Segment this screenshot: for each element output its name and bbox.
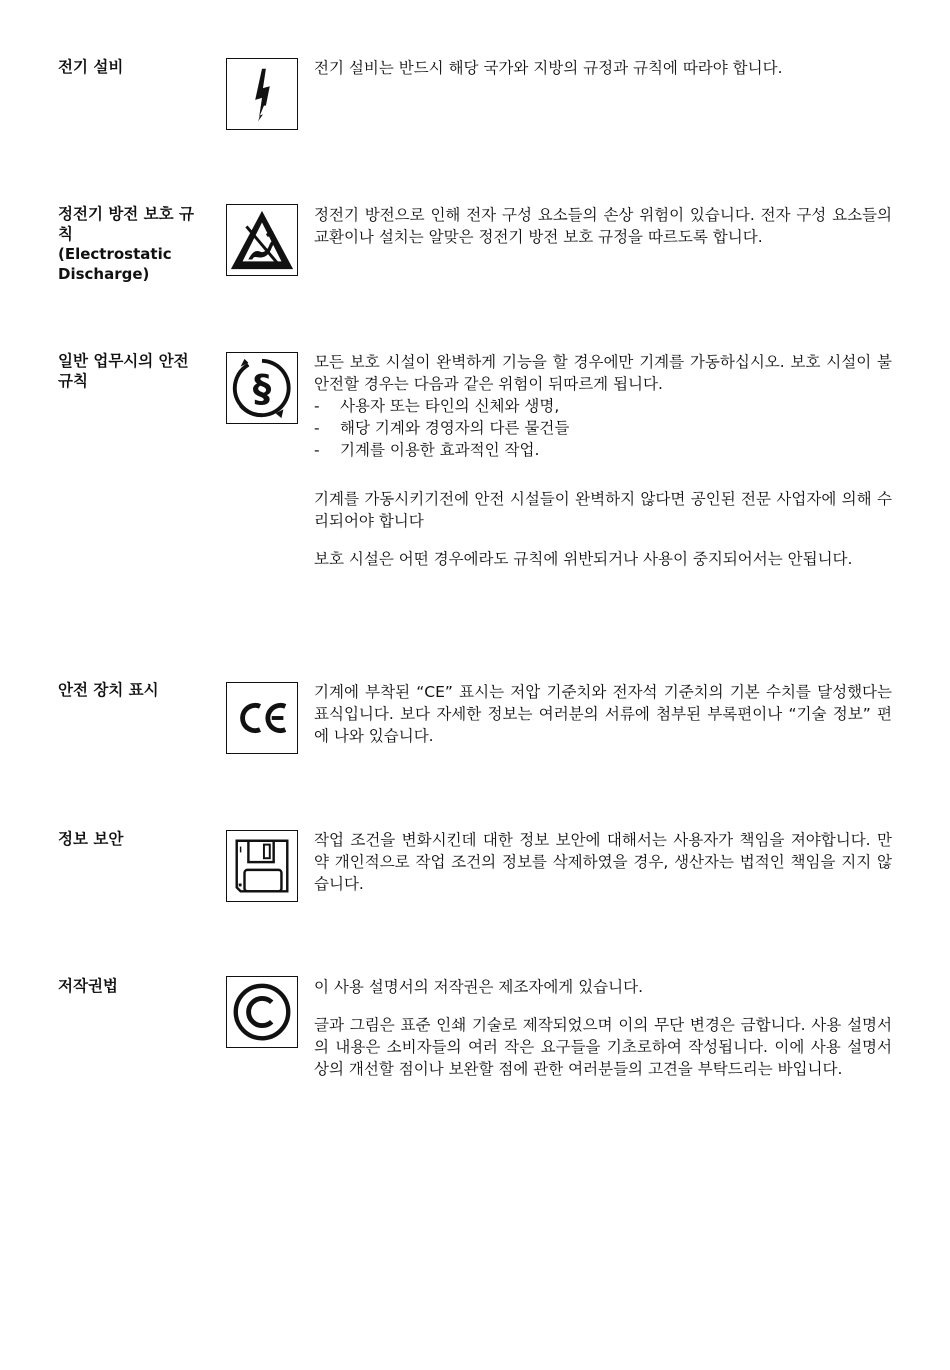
list-item — [314, 439, 892, 461]
body-paragraph: 글과 그림은 표준 인쇄 기술로 제작되었으며 이의 무단 변경은 금합니다. 사용 설명서의 내용은 소비자들의 여러 작은 요구들을 기초로하여 작성됩니다. 이에 사용 설명서 상의 개선할 점이나 보완할 점에 관한 여러분들의 고견을 부탁드리는 바입니다. — [314, 1016, 892, 1078]
section-heading-title: 정전기 방전 보호 규칙 — [58, 205, 194, 243]
body-paragraph: 기계를 가동시키기전에 안전 시설들이 완벽하지 않다면 공인된 전문 사업자에 의해 수리되어야 합니다 — [314, 490, 892, 530]
section-text — [314, 976, 892, 1080]
copyright-icon — [226, 976, 298, 1048]
body-paragraph: 작업 조건을 변화시킨데 대한 정보 보안에 대해서는 사용자가 책임을 져야합니다. 만약 개인적으로 작업 조건의 정보를 삭제하였을 경우, 생산자는 법적인 책임을 지지 않습니다. — [314, 831, 892, 893]
section-text — [314, 57, 892, 79]
list-item — [314, 395, 892, 417]
body-paragraph: 이 사용 설명서의 저작권은 제조자에게 있습니다. — [314, 978, 644, 996]
section-heading: 일반 업무시의 안전 규칙 — [58, 352, 189, 390]
section-heading: 저작권법 — [58, 977, 118, 995]
lightning-bolt-icon — [226, 58, 298, 130]
section-text — [314, 681, 892, 747]
body-paragraph: 기계에 부착된 “CE” 표시는 저압 기준치와 전자석 기준치의 기본 수치를 달성했다는 표식입니다. 보다 자세한 정보는 여러분의 서류에 첨부된 부록편이나 “기술 정보” 편에 나와 있습니다. — [314, 683, 892, 745]
section-text — [314, 204, 892, 248]
body-paragraph: 정전기 방전으로 인해 전자 구성 요소들의 손상 위험이 있습니다. 전자 구성 요소들의 교환이나 설치는 알맞은 정전기 방전 보호 규정을 따르도록 합니다. — [314, 206, 892, 246]
floppy-disk-icon — [226, 830, 298, 902]
list-dash: - — [314, 419, 320, 437]
body-paragraph: 모든 보호 시설이 완벽하게 기능을 할 경우에만 기계를 가동하십시오. 보호 시설이 불안전할 경우는 다음과 같은 위험이 뒤따르게 됩니다. — [314, 353, 892, 393]
paragraph-rule-icon — [226, 352, 298, 424]
section-heading: 정보 보안 — [58, 830, 124, 848]
svg-text:§: § — [252, 367, 272, 411]
section-heading — [58, 204, 198, 284]
list-item-text: 해당 기계와 경영자의 다른 물건들 — [340, 419, 570, 437]
list-dash: - — [314, 441, 320, 459]
list-item-text: 사용자 또는 타인의 신체와 생명, — [340, 397, 560, 415]
section-text — [314, 351, 892, 570]
section-heading: 전기 설비 — [58, 58, 124, 76]
esd-warning-icon — [226, 204, 298, 276]
section-text — [314, 829, 892, 895]
list-dash: - — [314, 397, 320, 415]
body-paragraph: 보호 시설은 어떤 경우에라도 규칙에 위반되거나 사용이 중지되어서는 안됩니다. — [314, 550, 853, 568]
list-item-text: 기계를 이용한 효과적인 작업. — [340, 441, 540, 459]
hazard-list — [314, 395, 892, 461]
section-heading: 안전 장치 표시 — [58, 681, 159, 699]
section-heading-subtitle: (Electrostatic Discharge) — [58, 245, 172, 283]
list-item — [314, 417, 892, 439]
body-paragraph: 전기 설비는 반드시 해당 국가와 지방의 규정과 규칙에 따라야 합니다. — [314, 59, 783, 77]
ce-mark-icon — [226, 682, 298, 754]
